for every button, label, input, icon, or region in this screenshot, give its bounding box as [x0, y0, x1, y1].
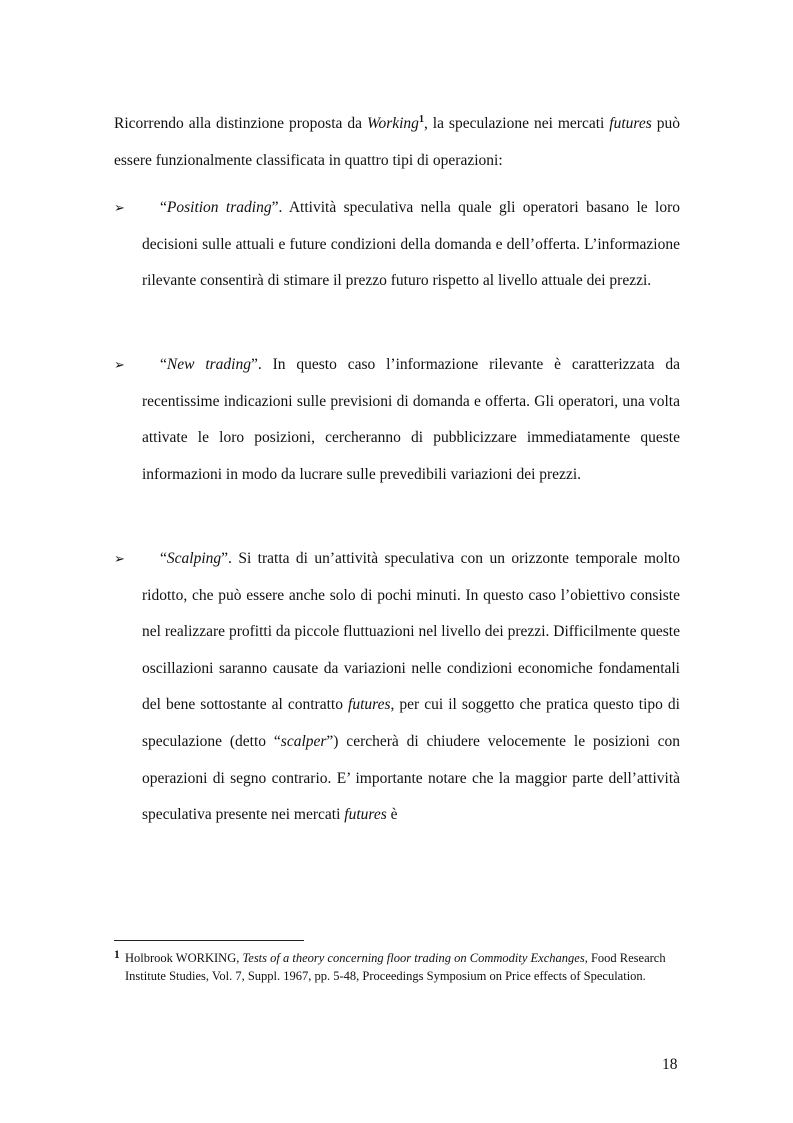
- arrow-bullet-icon: ➢: [114, 357, 125, 372]
- term-position-trading: Position trading: [166, 199, 272, 216]
- bullet-description-part-a: . Si tratta di un’attività speculativa con un orizzonte temporale molto ridotto, che può essere anche solo di pochi minuti. In questo caso l’obiettivo consiste nel realizzare profitti da piccole fluttuazioni nel livello dei prezzi. Difficilmente queste oscillazioni saranno causate da variazioni nelle condizioni economiche fondamentali del bene sottostante al contratto: [142, 550, 680, 714]
- intro-text-2: , la speculazione nei mercati: [423, 115, 610, 132]
- open-quote: “: [160, 550, 167, 567]
- footnote-citation: , Food Research Institute Studies, Vol. 7, Suppl. 1967, pp. 5-48, Proceedings Symposium on Price effects of Speculation.: [125, 951, 666, 983]
- footnote-author: Holbrook WORKING,: [125, 951, 243, 965]
- bullet-text: [142, 190, 680, 300]
- bullet-description-part-b: , per cui il soggetto che pratica questo tipo di speculazione (detto “: [142, 696, 680, 750]
- intro-author-working: Working: [366, 115, 419, 132]
- footnote: [114, 950, 680, 985]
- futures-term: futures: [344, 806, 387, 824]
- open-quote: “: [160, 199, 167, 216]
- bullet-text: [142, 541, 680, 834]
- close-quote: ”: [221, 550, 229, 567]
- bullet-text: [142, 347, 680, 493]
- bullet-description: . In questo caso l’informazione rilevante è caratterizzata da recentissime indicazioni sulle previsioni di domanda e offerta. Gli operatori, una volta attivate le loro posizioni, cercheranno di pubblicizzare immediatamente queste informazioni in modo da lucrare sulle prevedibili variazioni dei prezzi.: [142, 356, 681, 483]
- bullet-description-part-c: ”) cercherà di chiudere velocemente le posizioni con operazioni di segno contrario. E’ importante notare che la maggior parte dell’attività speculativa presente nei mercati: [142, 732, 681, 824]
- futures-term: futures: [348, 696, 391, 714]
- footnote-divider: [114, 940, 304, 941]
- close-quote: ”: [250, 356, 258, 373]
- arrow-bullet-icon: ➢: [114, 200, 125, 215]
- intro-futures-term: futures: [609, 115, 652, 132]
- bullet-description: . Attività speculativa nella quale gli operatori basano le loro decisioni sulle attuali e future condizioni della domanda e dell’offerta. L’informazione rilevante consentirà di stimare il prezzo futuro rispetto al livello attuale dei prezzi.: [142, 199, 680, 290]
- intro-text-3: può essere funzionalmente classificata in quattro tipi di operazioni:: [114, 115, 680, 169]
- footnote-reference[interactable]: 1: [418, 114, 424, 125]
- open-quote: “: [160, 356, 167, 373]
- footnote-mark: 1: [114, 949, 120, 961]
- intro-text-1: Ricorrendo alla distinzione proposta da: [114, 115, 367, 132]
- footnote-title: Tests of a theory concerning floor trading on Commodity Exchanges: [242, 951, 585, 965]
- term-scalping: Scalping: [166, 550, 222, 567]
- intro-paragraph: [114, 106, 680, 179]
- term-new-trading: New trading: [166, 356, 251, 373]
- close-quote: ”: [271, 199, 279, 216]
- bullet-description-part-d: è: [386, 806, 398, 824]
- scalper-term: scalper: [280, 732, 327, 750]
- page-number: 18: [662, 1056, 678, 1073]
- arrow-bullet-icon: ➢: [114, 551, 125, 566]
